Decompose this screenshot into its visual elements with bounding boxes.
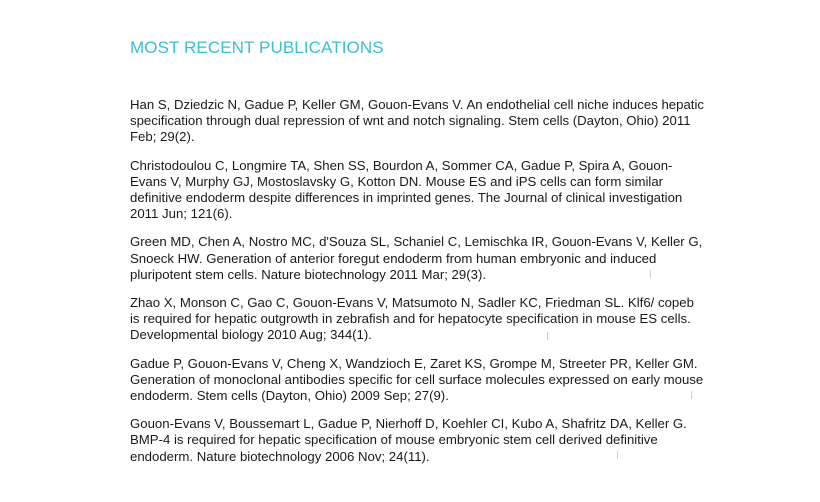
publications-section	[130, 38, 705, 481]
divider-tick	[691, 391, 692, 399]
publication-list	[130, 97, 705, 465]
publication-item: Green MD, Chen A, Nostro MC, d'Souza SL, Schaniel C, Lemischka IR, Gouon-Evans V, Keller G, Snoeck HW. Generation of anterior foregut endoderm from human embryonic and induced pluripotent stem cells. Nature biotechnology 2011 Mar; 29(3).	[130, 234, 703, 282]
publication-item: Gouon-Evans V, Boussemart L, Gadue P, Nierhoff D, Koehler CI, Kubo A, Shafritz DA, Keller G. BMP-4 is required for hepatic specification of mouse embryonic stem cell derived definitive endoderm. Nature biotechnology 2006 Nov; 24(11).	[130, 416, 687, 464]
publication-item: Han S, Dziedzic N, Gadue P, Keller GM, Gouon-Evans V. An endothelial cell niche induces hepatic specification through dual repression of wnt and notch signaling. Stem cells (Dayton, Ohio) 2011 Feb; 29(2).	[130, 97, 704, 145]
divider-tick	[547, 332, 548, 340]
divider-tick	[650, 270, 651, 278]
divider-tick	[617, 451, 618, 459]
section-title: MOST RECENT PUBLICATIONS	[130, 38, 384, 57]
publication-item: Gadue P, Gouon-Evans V, Cheng X, Wandzioch E, Zaret KS, Grompe M, Streeter PR, Keller GM. Generation of monoclonal antibodies specific for cell surface molecules expressed on early mouse endoderm. Stem cells (Dayton, Ohio) 2009 Sep; 27(9).	[130, 355, 704, 404]
publication-item: Zhao X, Monson C, Gao C, Gouon-Evans V, Matsumoto N, Sadler KC, Friedman SL. Klf6/ copeb is required for hepatic outgrowth in zebrafish and for hepatocyte specification in mouse ES cells. Developmental biology 2010 Aug; 344(1).	[130, 295, 694, 343]
publication-item: Christodoulou C, Longmire TA, Shen SS, Bourdon A, Sommer CA, Gadue P, Spira A, Gouon-Evans V, Murphy GJ, Mostoslavsky G, Kotton DN. Mouse ES and iPS cells can form similar definitive endoderm despite differences in imprinted genes. The Journal of clinical investigation 2011 Jun; 121(6).	[130, 157, 683, 222]
